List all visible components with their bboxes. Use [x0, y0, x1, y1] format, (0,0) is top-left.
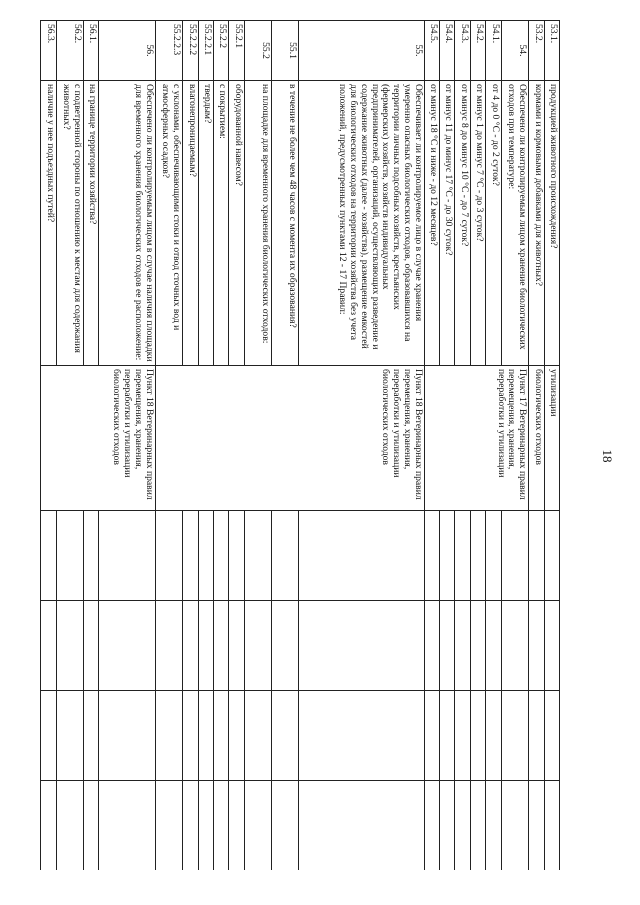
rotated-content — [40, 20, 560, 870]
row-question: на площадке для временного хранения биологических отходов: — [244, 81, 271, 366]
answer-cell — [84, 781, 99, 871]
answer-cell — [544, 691, 559, 781]
document-sheet — [40, 20, 560, 870]
answer-cell — [439, 511, 454, 601]
row-question: Обеспечивает ли контролируемое лицо в случае хранения умеренно опасных биологических отходов, образовавшихся на территории личных подсобных хозяйств, крестьянских (фермерских) хозяйств, хозяйств индивидуальных предпринимателей, организаций, осуществляющих разведение и содержание животных (далее - хозяйства), размещение емкостей для биологических отходов на территории хозяйства без учета положений, предусмотренных пунктами 12 - 17 Правил: — [298, 81, 424, 366]
answer-cell — [298, 691, 424, 781]
answer-cell — [99, 691, 155, 781]
answer-cell — [424, 691, 439, 781]
answer-cell — [486, 511, 501, 601]
answer-cell — [183, 691, 198, 781]
answer-cell — [244, 691, 271, 781]
answer-cell — [56, 691, 83, 781]
row-legal-reference: Пункт 17 Ветеринарных правил перемещения, хранения, переработки и утилизации — [424, 366, 529, 511]
checklist-table — [40, 20, 560, 870]
row-question: наличие у нее подъездных путей? — [41, 81, 57, 366]
row-number: 55.2.1 — [229, 21, 244, 81]
answer-cell — [298, 781, 424, 871]
answer-cell — [501, 601, 528, 691]
answer-cell — [439, 691, 454, 781]
table-row — [501, 21, 528, 871]
answer-cell — [544, 781, 559, 871]
row-question: от 4 до 0 °С - до 2 суток? — [486, 81, 501, 366]
row-number: 54.5. — [424, 21, 439, 81]
answer-cell — [41, 781, 57, 871]
row-number: 56. — [99, 21, 155, 81]
answer-cell — [183, 781, 198, 871]
answer-cell — [486, 691, 501, 781]
table-row — [544, 21, 559, 871]
answer-cell — [529, 781, 544, 871]
answer-cell — [298, 601, 424, 691]
answer-cell — [56, 601, 83, 691]
row-question: от минус 18 °С и ниже - до 12 месяцев? — [424, 81, 439, 366]
answer-cell — [229, 601, 244, 691]
answer-cell — [455, 781, 470, 871]
row-number: 54.4. — [439, 21, 454, 81]
answer-cell — [41, 601, 57, 691]
row-number: 56.1. — [84, 21, 99, 81]
row-legal-reference: Пункт 18 Ветеринарных правил перемещения, хранения, переработки и утилизации биологических отходов — [155, 366, 424, 511]
answer-cell — [271, 601, 298, 691]
row-number: 55.2.2.2 — [183, 21, 198, 81]
answer-cell — [529, 691, 544, 781]
row-question: Обеспечено ли контролируемым лицом хранение биологических отходов при температуре: — [501, 81, 528, 366]
answer-cell — [455, 511, 470, 601]
answer-cell — [56, 781, 83, 871]
table-row — [99, 21, 155, 871]
row-question: с подветренной стороны по отношению к местам для содержания животных? — [56, 81, 83, 366]
row-number: 55.2.2 — [213, 21, 228, 81]
answer-cell — [155, 511, 182, 601]
answer-cell — [424, 511, 439, 601]
row-legal-reference: утилизации — [544, 366, 559, 511]
row-question: от минус 8 до минус 10 °С - до 7 суток? — [455, 81, 470, 366]
answer-cell — [56, 511, 83, 601]
answer-cell — [213, 601, 228, 691]
answer-cell — [529, 601, 544, 691]
row-question: продукцией животного происхождения? — [544, 81, 559, 366]
row-question: на границе территории хозяйства? — [84, 81, 99, 366]
row-legal-reference: биологических отходов — [529, 366, 544, 511]
answer-cell — [41, 511, 57, 601]
answer-cell — [271, 781, 298, 871]
answer-cell — [84, 511, 99, 601]
row-number: 55. — [298, 21, 424, 81]
answer-cell — [439, 601, 454, 691]
answer-cell — [424, 601, 439, 691]
row-number: 54.1. — [486, 21, 501, 81]
answer-cell — [84, 601, 99, 691]
row-number: 53.1. — [544, 21, 559, 81]
answer-cell — [213, 511, 228, 601]
answer-cell — [424, 781, 439, 871]
row-number: 56.2. — [56, 21, 83, 81]
answer-cell — [198, 691, 213, 781]
answer-cell — [244, 601, 271, 691]
row-number: 54.3. — [455, 21, 470, 81]
row-question: от минус 11 до минус 17 °С - до 30 суток? — [439, 81, 454, 366]
row-question: влагонепроницаемым? — [183, 81, 198, 366]
answer-cell — [99, 781, 155, 871]
answer-cell — [529, 511, 544, 601]
answer-cell — [213, 691, 228, 781]
answer-cell — [198, 781, 213, 871]
answer-cell — [486, 781, 501, 871]
row-question: Обеспечено ли контролируемым лицом в случае наличия площадки для временного хранения биологических отходов ее расположение: — [99, 81, 155, 366]
answer-cell — [41, 691, 57, 781]
answer-cell — [455, 601, 470, 691]
answer-cell — [501, 511, 528, 601]
answer-cell — [155, 781, 182, 871]
answer-cell — [244, 511, 271, 601]
answer-cell — [244, 781, 271, 871]
answer-cell — [501, 781, 528, 871]
answer-cell — [198, 601, 213, 691]
answer-cell — [155, 691, 182, 781]
row-question: твердым? — [198, 81, 213, 366]
answer-cell — [470, 691, 485, 781]
row-question: кормами и кормовыми добавками для животных? — [529, 81, 544, 366]
row-legal-reference: Пункт 18 Ветеринарных правил перемещения, хранения, переработки и утилизации биологических отходов — [41, 366, 156, 511]
answer-cell — [486, 601, 501, 691]
answer-cell — [99, 601, 155, 691]
answer-cell — [470, 781, 485, 871]
row-question: в течение не более чем 48 часов с момента их образования? — [271, 81, 298, 366]
answer-cell — [298, 511, 424, 601]
answer-cell — [544, 511, 559, 601]
answer-cell — [470, 601, 485, 691]
answer-cell — [455, 691, 470, 781]
answer-cell — [198, 511, 213, 601]
answer-cell — [213, 781, 228, 871]
row-number: 55.2 — [244, 21, 271, 81]
row-number: 54.2. — [470, 21, 485, 81]
page-number: 18 — [600, 449, 615, 463]
answer-cell — [544, 601, 559, 691]
table-row — [298, 21, 424, 871]
row-number: 54. — [501, 21, 528, 81]
answer-cell — [439, 781, 454, 871]
answer-cell — [183, 601, 198, 691]
row-number: 55.2.2.1 — [198, 21, 213, 81]
answer-cell — [84, 691, 99, 781]
answer-cell — [183, 511, 198, 601]
row-number: 56.3. — [41, 21, 57, 81]
answer-cell — [470, 511, 485, 601]
answer-cell — [271, 691, 298, 781]
answer-cell — [271, 511, 298, 601]
row-question: от минус 1 до минус 7 °С - до 3 суток? — [470, 81, 485, 366]
row-question: с покрытием: — [213, 81, 228, 366]
answer-cell — [229, 781, 244, 871]
answer-cell — [155, 601, 182, 691]
row-question: оборудованной навесом? — [229, 81, 244, 366]
row-number: 55.2.2.3 — [155, 21, 182, 81]
answer-cell — [229, 691, 244, 781]
answer-cell — [229, 511, 244, 601]
answer-cell — [99, 511, 155, 601]
row-number: 55.1 — [271, 21, 298, 81]
answer-cell — [501, 691, 528, 781]
table-row — [529, 21, 544, 871]
row-question: с уклонами, обеспечивающими стоки и отвод сточных вод и атмосферных осадков? — [155, 81, 182, 366]
row-number: 53.2. — [529, 21, 544, 81]
